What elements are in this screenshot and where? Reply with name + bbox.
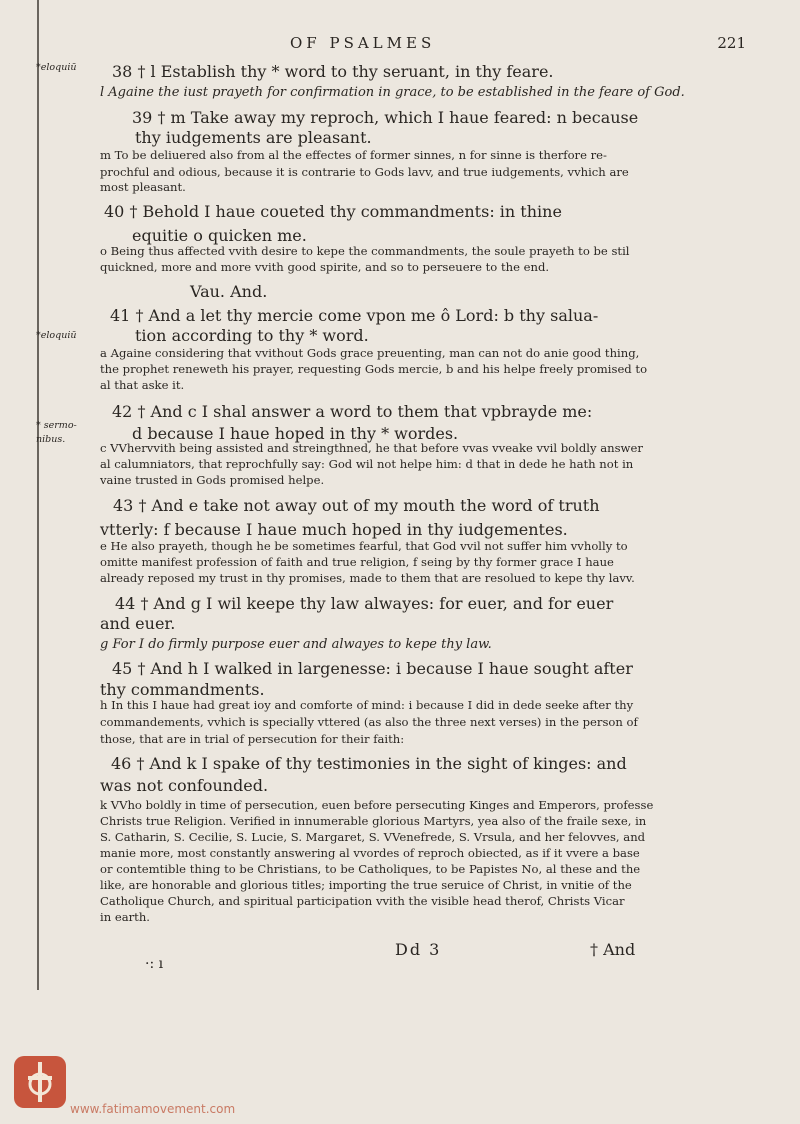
verse-line: 43 † And e take not away out of my mouth the word of truth — [113, 496, 600, 515]
verse-line: 45 † And h I walked in largenesse: i because I haue sought after — [112, 659, 633, 678]
annotation-line: vaine trusted in Gods promised helpe. — [100, 473, 325, 487]
annotation-line: omitte manifest profession of faith and true religion, f seing by thy former grace I haue — [100, 555, 614, 569]
verse-line: vtterly: f because I haue much hoped in thy iudgementes. — [100, 520, 568, 539]
margin-rule — [37, 0, 39, 990]
signature-mark: Dd 3 — [395, 940, 442, 959]
annotation-line: prochful and odious, because it is contrarie to Gods lavv, and true iudgements, vvhich are — [100, 165, 629, 179]
annotation-line: like, are honorable and glorious titles; importing the true seruice of Christ, in vnitie of the — [100, 878, 632, 892]
annotation-line: in earth. — [100, 910, 150, 924]
annotation-line: m To be deliuered also from al the effectes of former sinnes, n for sinne is therfore re- — [100, 148, 607, 162]
verse-line: Vau. And. — [190, 282, 268, 301]
side-note: *eloquiū — [36, 62, 77, 73]
verse-line: 41 † And a let thy mercie come vpon me ô Lord: b thy salua- — [110, 306, 599, 325]
annotation-line: e He also prayeth, though he be sometimes fearful, that God vvil not suffer him vvholly to — [100, 539, 628, 553]
annotation-line: those, that are in trial of persecution for their faith: — [100, 732, 405, 746]
annotation-line: k VVho boldly in time of persecution, euen before persecuting Kinges and Emperors, professe — [100, 798, 654, 812]
verse-line: equitie o quicken me. — [132, 226, 307, 245]
verse-line: tion according to thy * word. — [135, 326, 369, 345]
annotation-line: manie more, most constantly answering al vvordes of reproch obiected, as if it vvere a base — [100, 846, 640, 860]
annotation-line: o Being thus affected vvith desire to kepe the commandments, the soule prayeth to be stil — [100, 244, 630, 258]
annotation-line: a Againe considering that vvithout Gods grace preuenting, man can not do anie good thing, — [100, 346, 640, 360]
shield-logo-icon — [12, 1054, 68, 1110]
argument-line: l Againe the iust prayeth for confirmation in grace, to be established in the feare of God. — [100, 85, 685, 100]
verse-line: and euer. — [100, 614, 176, 633]
catchword: † And — [590, 940, 636, 959]
annotation-line: Christs true Religion. Verified in innumerable glorious Martyrs, yea also of the fraile sexe, in — [100, 814, 647, 828]
watermark-url: www.fatimamovement.com — [70, 1102, 236, 1116]
annotation-line: Catholique Church, and spiritual participation vvith the visible head therof, Christs Vicar — [100, 894, 625, 908]
annotation-line: h In this I haue had great ioy and comforte of mind: i because I did in dede seeke after thy — [100, 698, 634, 712]
annotation-line: the prophet reneweth his prayer, requesting Gods mercie, b and his helpe freely promised to — [100, 362, 648, 376]
verse-line: 40 † Behold I haue coueted thy commandments: in thine — [104, 202, 562, 221]
verse-line: was not confounded. — [100, 776, 269, 795]
verse-line: 38 † l Establish thy * word to thy seruant, in thy feare. — [112, 62, 554, 81]
annotation-line: commandements, vvhich is specially vttered (as also the three next verses) in the person of — [100, 715, 638, 729]
verse-line: thy commandments. — [100, 680, 265, 699]
ink-specks: ·: ı — [145, 956, 164, 972]
annotation-line: c VVhervvith being assisted and streingthned, he that before vvas vveake vvil boldly answer — [100, 441, 643, 455]
verse-line: 44 † And g I wil keepe thy law alwayes: for euer, and for euer — [115, 594, 614, 613]
side-note: nibus. — [36, 434, 66, 445]
page-number: 221 — [717, 34, 746, 52]
verse-line: 46 † And k I spake of thy testimonies in the sight of kinges: and — [111, 754, 627, 773]
verse-line: 42 † And c I shal answer a word to them that vpbrayde me: — [112, 402, 593, 421]
argument-line: g For I do firmly purpose euer and alwayes to kepe thy law. — [100, 637, 492, 652]
annotation-line: S. Catharin, S. Cecilie, S. Lucie, S. Margaret, S. VVenefrede, S. Vrsula, and her felovves, and — [100, 830, 646, 844]
annotation-line: al calumniators, that reprochfully say: God wil not helpe him: d that in dede he hath not in — [100, 457, 634, 471]
verse-line: 39 † m Take away my reproch, which I haue feared: n because — [132, 108, 639, 127]
annotation-line: al that aske it. — [100, 378, 185, 392]
annotation-line: quickned, more and more vvith good spirite, and so to perseuere to the end. — [100, 260, 550, 274]
running-title: OF PSALMES — [290, 34, 436, 52]
annotation-line: most pleasant. — [100, 180, 186, 194]
annotation-line: or contemtible thing to be Christians, to be Catholiques, to be Papistes No, al these and the — [100, 862, 641, 876]
verse-line: d because I haue hoped in thy * wordes. — [132, 424, 459, 443]
side-note: * sermo- — [36, 420, 77, 431]
verse-line: thy iudgements are pleasant. — [135, 128, 372, 147]
side-note: *eloquiū — [36, 330, 77, 341]
annotation-line: already reposed my trust in thy promises, made to them that are resolued to kepe thy lavv. — [100, 571, 635, 585]
